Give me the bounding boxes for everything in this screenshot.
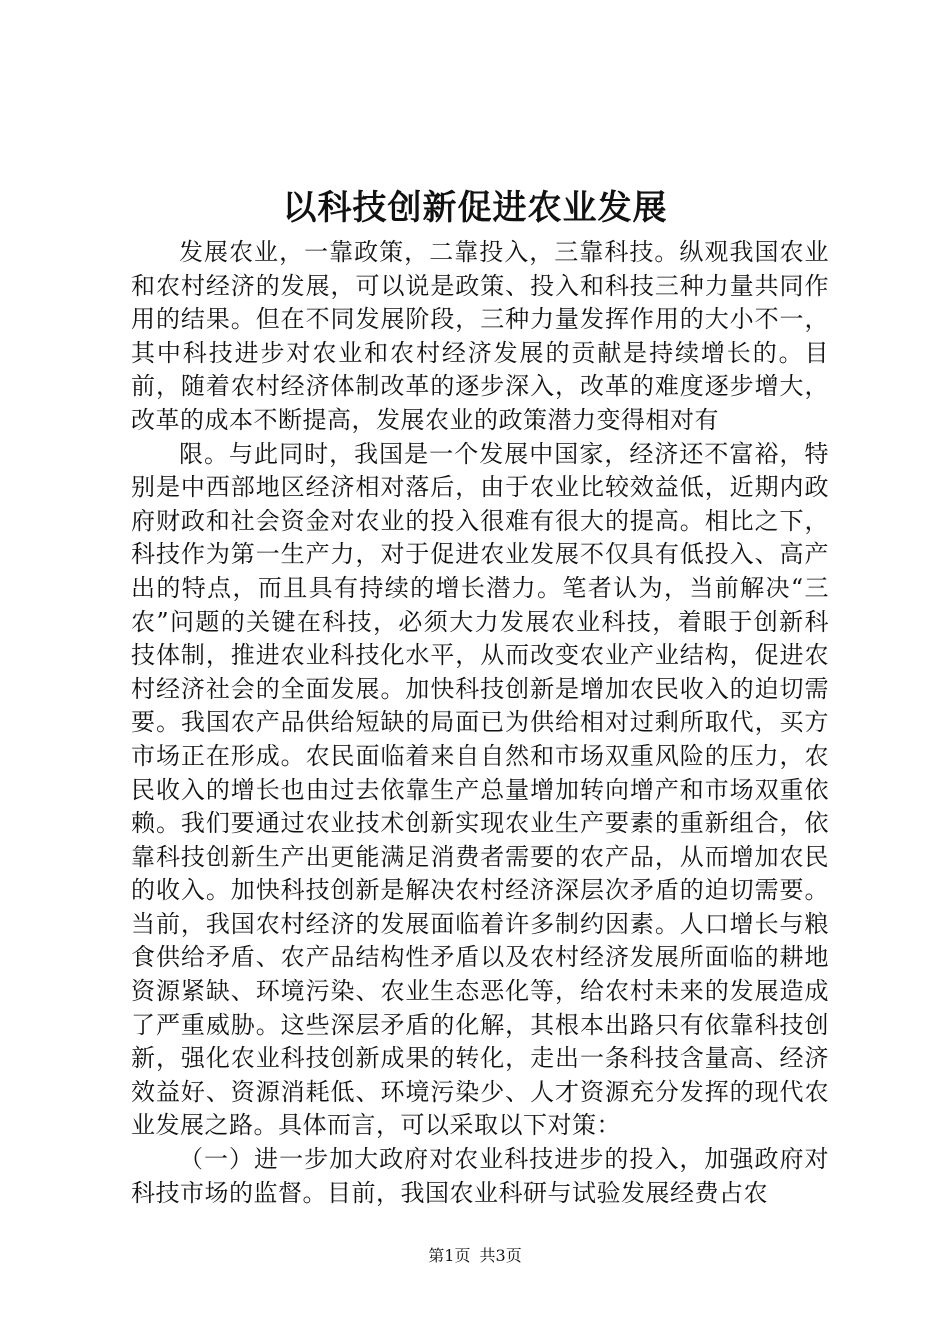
document-body [131,236,829,1210]
paragraph-2: 限。与此同时，我国是一个发展中国家，经济还不富裕，特别是中西部地区经济相对落后，由于农业比较效益低，近期内政府财政和社会资金对农业的投入很难有很大的提高。相比之下，科技作为第一生产力，对于促进农业发展不仅具有低投入、高产出的特点，而且具有持续的增长潜力。笔者认为，当前解决“三农”问题的关键在科技，必须大力发展农业科技，着眼于创新科技体制，推进农业科技化水平，从而改变农业产业结构，促进农村经济社会的全面发展。加快科技创新是增加农民收入的迫切需要。我国农产品供给短缺的局面已为供给相对过剩所取代，买方市场正在形成。农民面临着来自自然和市场双重风险的压力，农民收入的增长也由过去依靠生产总量增加转向增产和市场双重依赖。我们要通过农业技术创新实现农业生产要素的重新组合，依靠科技创新生产出更能满足消费者需要的农产品，从而增加农民的收入。加快科技创新是解决农村经济深层次矛盾的迫切需要。当前，我国农村经济的发展面临着许多制约因素。人口增长与粮食供给矛盾、农产品结构性矛盾以及农村经济发展所面临的耕地资源紧缺、环境污染、农业生态恶化等，给农村未来的发展造成了严重威胁。这些深层矛盾的化解，其根本出路只有依靠科技创新，强化农业科技创新成果的转化，走出一条科技含量高、经济效益好、资源消耗低、环境污染少、人才资源充分发挥的现代农业发展之路。具体而言，可以采取以下对策： [131,439,829,1140]
page-number: 第1页 [428,1246,471,1265]
page-footer [0,1244,950,1268]
page-total: 共3页 [479,1246,522,1265]
paragraph-3: （一）进一步加大政府对农业科技进步的投入，加强政府对科技市场的监督。目前，我国农业科研与试验发展经费占农 [131,1145,829,1207]
document-title: 以科技创新促进农业发展 [282,188,668,228]
paragraph-1: 发展农业，一靠政策，二靠投入，三靠科技。纵观我国农业和农村经济的发展，可以说是政策、投入和科技三种力量共同作用的结果。但在不同发展阶段，三种力量发挥作用的大小不一，其中科技进步对农业和农村经济发展的贡献是持续增长的。目前，随着农村经济体制改革的逐步深入，改革的难度逐步增大，改革的成本不断提高，发展农业的政策潜力变得相对有 [131,238,829,434]
